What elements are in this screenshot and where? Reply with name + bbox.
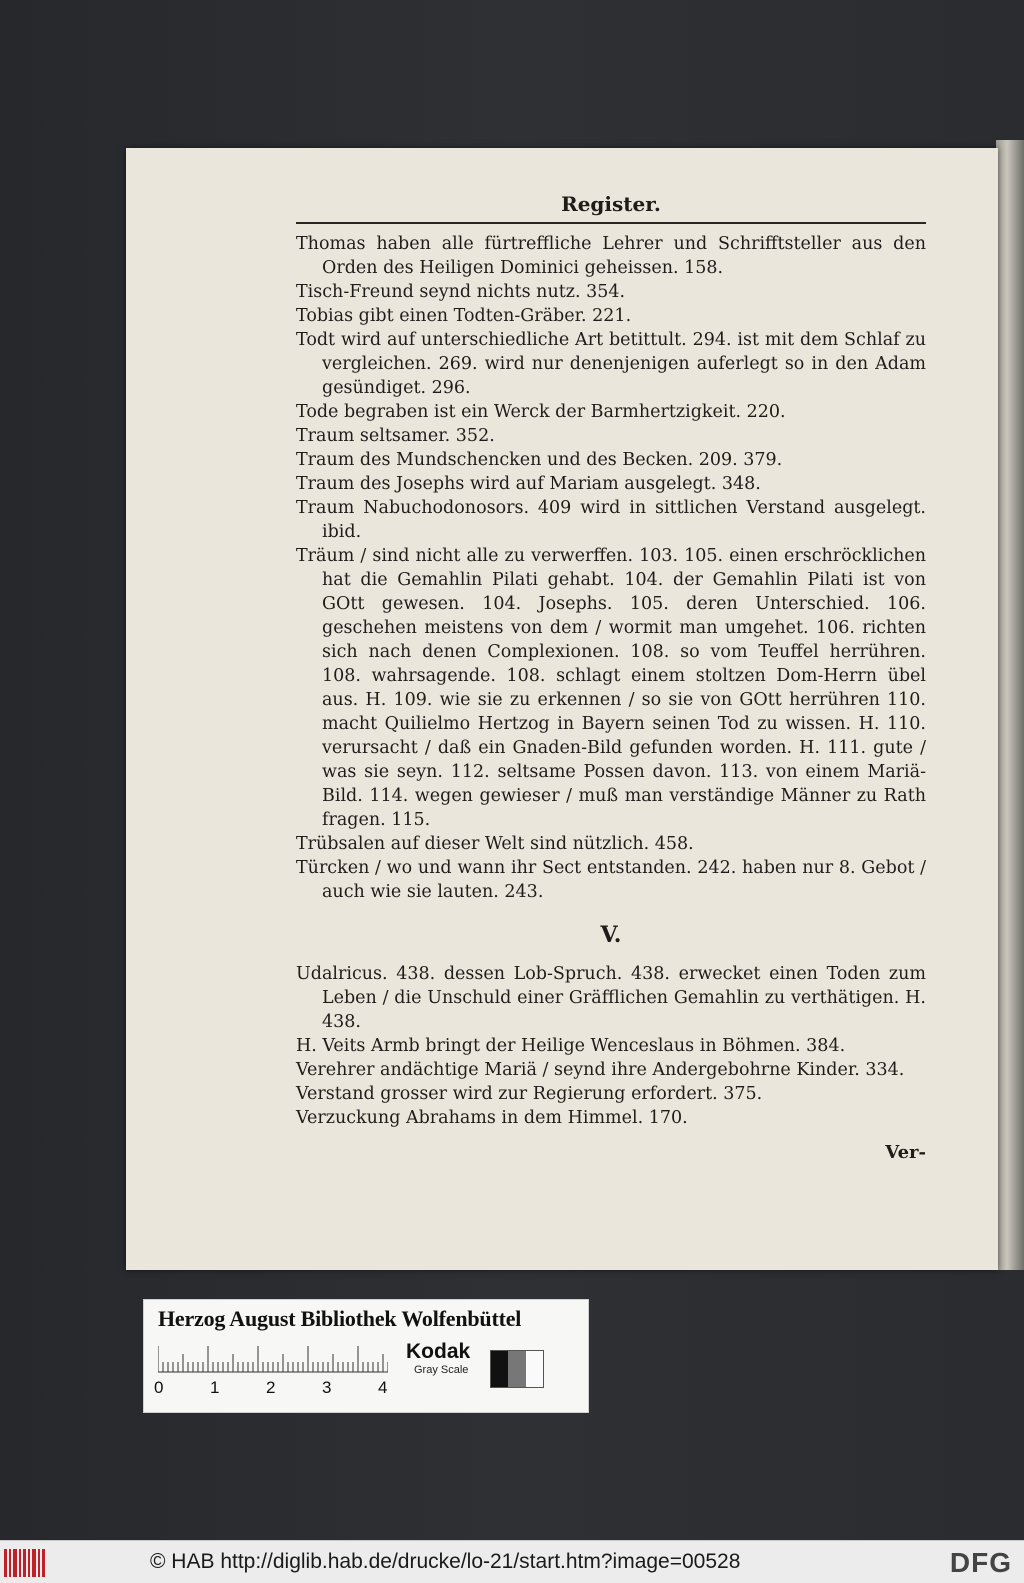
index-entry: Thomas haben alle fürtreffliche Lehrer und Schrifftsteller aus den Orden des Heiligen Dominici geheissen. 158.: [296, 234, 926, 278]
library-name: Herzog August Bibliothek Wolfenbüttel: [158, 1306, 522, 1331]
ruler-number: 4: [378, 1378, 388, 1397]
ruler-number: 1: [210, 1378, 220, 1397]
catchword: Ver-: [885, 1142, 926, 1163]
gray-scale-label: Gray Scale: [414, 1364, 469, 1376]
footer-bar: [0, 1540, 1024, 1583]
gray-patch: [526, 1351, 543, 1387]
ruler-number: 0: [154, 1378, 164, 1397]
index-entry: Tode begraben ist ein Werck der Barmhertzigkeit. 220.: [296, 402, 786, 422]
ruler-number: 2: [266, 1378, 276, 1397]
index-entry: Traum Nabuchodonosors. 409 wird in sittlichen Verstand ausgelegt. ibid.: [296, 498, 926, 542]
color-target-card: [143, 1299, 589, 1413]
index-entry: Tobias gibt einen Todten-Gräber. 221.: [296, 306, 632, 326]
section-letter: V.: [600, 922, 622, 948]
index-entry: Verzuckung Abrahams in dem Himmel. 170.: [296, 1108, 688, 1128]
index-entry: Türcken / wo und wann ihr Sect entstanden. 242. haben nur 8. Gebot / auch wie sie lauten. 243.: [296, 858, 926, 902]
index-entry: Traum seltsamer. 352.: [296, 426, 495, 446]
index-entry: Tisch-Freund seynd nichts nutz. 354.: [296, 282, 626, 302]
dfg-logo: DFG: [949, 1547, 1012, 1578]
citation-link[interactable]: © HAB http://diglib.hab.de/drucke/lo-21/start.htm?image=00528: [150, 1550, 741, 1573]
index-entry: Traum des Mundschencken und des Becken. 209. 379.: [296, 450, 783, 470]
adjacent-page-edge: [996, 140, 1024, 1270]
index-entry: H. Veits Armb bringt der Heilige Wenceslaus in Böhmen. 384.: [296, 1036, 846, 1056]
gray-scale-patches: [490, 1350, 544, 1388]
index-entry: Verehrer andächtige Mariä / seynd ihre Andergebohrne Kinder. 334.: [296, 1060, 905, 1080]
index-entry: Verstand grosser wird zur Regierung erfordert. 375.: [296, 1084, 763, 1104]
ruler: [158, 1344, 388, 1374]
index-entry: Udalricus. 438. dessen Lob-Spruch. 438. erwecket einen Toden zum Leben / die Unschuld einer Gräfflichen Gemahlin zu verthätigen. H. 438.: [296, 964, 926, 1032]
kodak-brand: Kodak: [406, 1340, 471, 1363]
index-entry: Träum / sind nicht alle zu verwerffen. 103. 105. einen erschröcklichen hat die Gemahlin Pilati gehabt. 104. der Gemahlin Pilati ist von GOtt gewesen. 104. Josephs. 105. deren Unterschied. 106. geschehen meistens von dem / wormit man umgehet. 106. richten sich nach denen Complexionen. 108. so vom Teuffel herrühren. 108. wahrsagende. 108. schlagt einem stoltzen Dom-Herrn übel aus. H. 109. wie sie zu erkennen / so sie von GOtt herrühren 110. macht Quilielmo Hertzog in Bayern seinen Tod zu wissen. H. 110. verursacht / daß ein Gnaden-Bild gefunden worden. H. 111. gute / was sie seyn. 112. seltsame Possen davon. 113. von einem Mariä-Bild. 114. wegen gewieser / muß man verständige Männer zu Rath fragen. 115.: [296, 546, 926, 830]
index-entry: Traum des Josephs wird auf Mariam ausgelegt. 348.: [296, 474, 761, 494]
index-entry: Trübsalen auf dieser Welt sind nützlich. 458.: [296, 834, 694, 854]
gray-patch: [491, 1351, 508, 1387]
running-head: Register.: [296, 192, 926, 224]
page-text-block: [296, 192, 926, 1163]
barcode-icon: [4, 1549, 48, 1577]
gray-patch: [508, 1351, 525, 1387]
ruler-number: 3: [322, 1378, 332, 1397]
index-entry: Todt wird auf unterschiedliche Art betittult. 294. ist mit dem Schlaf zu vergleichen. 269. wird nur denenjenigen auferlegt so in den Adam gesündiget. 296.: [296, 330, 926, 398]
book-page: [126, 148, 998, 1270]
